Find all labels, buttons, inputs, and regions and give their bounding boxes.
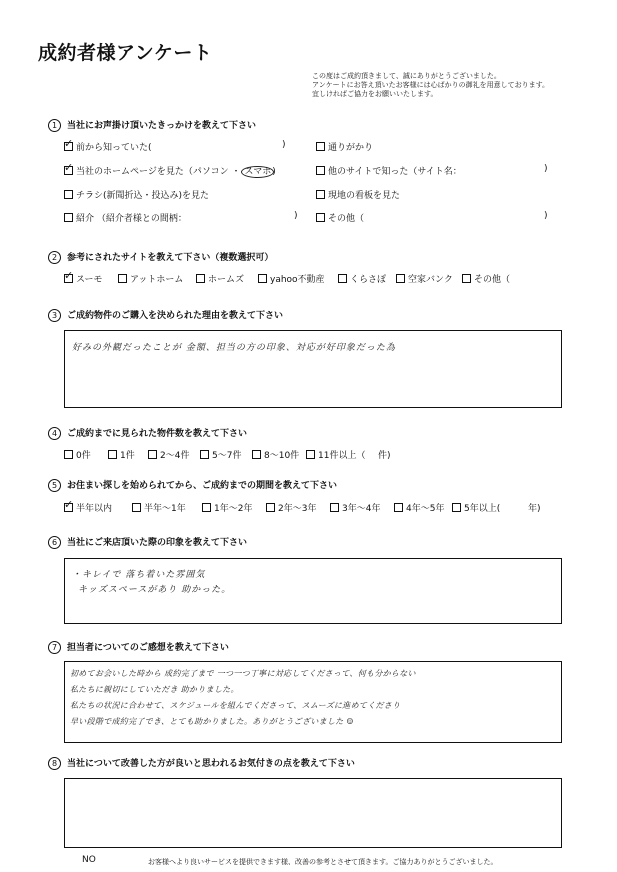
q6-answer-line-2: キッズスペースがあり 助かった。: [78, 585, 232, 595]
checkbox-icon[interactable]: [266, 503, 275, 512]
q2-option-other[interactable]: その他（: [462, 272, 510, 285]
checkbox-icon[interactable]: [132, 503, 141, 512]
checkbox-checked-icon[interactable]: [64, 274, 73, 283]
q2-option-kurasapo[interactable]: くらさぽ: [338, 272, 386, 285]
q6-answer-line-1: ・キレイで 落ち着いた雰囲気: [72, 570, 206, 580]
checkbox-icon[interactable]: [316, 142, 325, 151]
q2-option-akiya-bank[interactable]: 空家バンク: [396, 272, 453, 285]
q1-option-signboard[interactable]: 現地の看板を見た: [316, 188, 400, 201]
q5-label: お住まい探しを始められてから、ご成約までの期間を教えて下さい: [67, 481, 338, 491]
q5-option-3-4y[interactable]: 3年～4年: [330, 501, 380, 514]
q5-option-4-5y[interactable]: 4年～5年: [394, 501, 444, 514]
q6-heading: [48, 535, 247, 549]
q5-option-5y-plus[interactable]: 5年以上(: [452, 501, 500, 514]
q1-option-known-before[interactable]: ✓前から知っていた(: [64, 140, 152, 153]
checkbox-icon[interactable]: [452, 503, 461, 512]
checkbox-icon[interactable]: [338, 274, 347, 283]
checkbox-icon[interactable]: [64, 213, 73, 222]
q6-label: 当社にご来店頂いた際の印象を教えて下さい: [67, 538, 248, 548]
q7-heading: [48, 640, 229, 654]
checkbox-icon[interactable]: [202, 503, 211, 512]
intro-line-1: この度はご成約頂きまして、誠にありがとうございました。: [312, 72, 501, 80]
q4-number: 4: [48, 427, 61, 440]
q1-option-referral[interactable]: 紹介 （紹介者様との間柄：: [64, 211, 187, 224]
checkbox-icon[interactable]: [196, 274, 205, 283]
page-title: 成約者様アンケート: [38, 42, 213, 64]
checkbox-icon[interactable]: [118, 274, 127, 283]
q1-option-passing-by[interactable]: 通りがかり: [316, 140, 373, 153]
q2-option-homes[interactable]: ホームズ: [196, 272, 244, 285]
q3-answer-text: 好みの外観だったことが 金額、担当の方の印象、対応が好印象だった為: [72, 343, 396, 353]
checkbox-icon[interactable]: [394, 503, 403, 512]
checkbox-icon[interactable]: [316, 213, 325, 222]
q5-heading: [48, 478, 337, 492]
q6-number: 6: [48, 536, 61, 549]
q1-close-paren-1: ): [282, 140, 286, 150]
checkbox-icon[interactable]: [64, 450, 73, 459]
q8-number: 8: [48, 757, 61, 770]
checkbox-icon[interactable]: [64, 190, 73, 199]
q5-option-2-3y[interactable]: 2年～3年: [266, 501, 316, 514]
q1-close-paren-3: ): [294, 211, 298, 221]
q3-label: ご成約物件のご購入を決められた理由を教えて下さい: [67, 311, 284, 321]
q7-number: 7: [48, 641, 61, 654]
q4-option-11-plus[interactable]: 11件以上（: [306, 448, 365, 461]
q1-option-homepage[interactable]: ✓当社のホームページを見た（パソコン ・ スマホ): [64, 164, 276, 177]
checkbox-icon[interactable]: [258, 274, 267, 283]
checkbox-icon[interactable]: [200, 450, 209, 459]
q1-option-other-site[interactable]: 他のサイトで知った（サイト名：: [316, 164, 462, 177]
intro-line-3: 宜しければご協力をお願いいたします。: [312, 90, 438, 98]
q1-label: 当社にお声掛け頂いたきっかけを教えて下さい: [67, 121, 257, 131]
q1-number: 1: [48, 119, 61, 132]
q4-option-8-10[interactable]: 8～10件: [252, 448, 299, 461]
q7-answer-line-4: 早い段階で成約完了でき、とても助かりました。ありがとうございました ☺: [70, 717, 354, 726]
q8-heading: [48, 756, 355, 770]
q2-option-suumo[interactable]: ✓スーモ: [64, 272, 103, 285]
smartphone-circled: スマホ: [241, 166, 274, 178]
checkbox-icon[interactable]: [108, 450, 117, 459]
q5-option-half-year[interactable]: ✓半年以内: [64, 501, 112, 514]
q2-heading: [48, 250, 273, 264]
q1-close-paren-4: ): [544, 211, 548, 221]
checkbox-checked-icon[interactable]: [64, 166, 73, 175]
q3-number: 3: [48, 309, 61, 322]
q7-answer-line-3: 私たちの状況に合わせて、スケジュールを組んでくださって、スムーズに進めてくださり: [70, 701, 401, 710]
intro-line-2: アンケートにお答え頂いたお客様には心ばかりの御礼を用意しております。: [312, 81, 550, 89]
checkbox-icon[interactable]: [462, 274, 471, 283]
checkbox-icon[interactable]: [330, 503, 339, 512]
q5-year-suffix: 年): [528, 504, 541, 514]
q4-heading: [48, 426, 247, 440]
q2-number: 2: [48, 251, 61, 264]
q1-heading: [48, 118, 256, 132]
q4-label: ご成約までに見られた物件数を教えて下さい: [67, 429, 248, 439]
checkbox-icon[interactable]: [306, 450, 315, 459]
q3-heading: [48, 308, 283, 322]
q8-label: 当社について改善した方が良いと思われるお気付きの点を教えて下さい: [67, 759, 355, 769]
q2-label: 参考にされたサイトを教えて下さい（複数選択可）: [67, 253, 274, 263]
q7-answer-line-1: 初めてお会いした時から 成約完了まで 一つ一つ丁寧に対応してくださって、何も分からない: [70, 669, 416, 678]
q2-option-athome[interactable]: アットホーム: [118, 272, 183, 285]
q4-option-0[interactable]: 0件: [64, 448, 91, 461]
checkbox-icon[interactable]: [316, 166, 325, 175]
form-number-label: NO: [82, 855, 96, 865]
checkbox-icon[interactable]: [252, 450, 261, 459]
q2-option-yahoo[interactable]: yahoo不動産: [258, 272, 325, 285]
checkbox-icon[interactable]: [316, 190, 325, 199]
q8-answer-box[interactable]: [64, 778, 562, 848]
footer-note: お客様へより良いサービスを提供できます様、改善の参考とさせて頂きます。ご協力ありがとうございました。: [148, 858, 498, 866]
q5-number: 5: [48, 479, 61, 492]
q4-option-2-4[interactable]: 2～4件: [148, 448, 189, 461]
checkbox-checked-icon[interactable]: [64, 503, 73, 512]
q1-close-paren-2: ): [544, 164, 548, 174]
q5-option-half-1y[interactable]: 半年～1年: [132, 501, 186, 514]
checkbox-icon[interactable]: [396, 274, 405, 283]
q7-answer-line-2: 私たちに親切にしていただき 助かりました。: [70, 685, 239, 694]
q4-option-1[interactable]: 1件: [108, 448, 135, 461]
q1-option-flyer[interactable]: チラシ(新聞折込・投込み)を見た: [64, 188, 209, 201]
q1-option-other[interactable]: その他（: [316, 211, 364, 224]
checkbox-checked-icon[interactable]: [64, 142, 73, 151]
q4-count-suffix: 件): [378, 451, 391, 461]
q5-option-1-2y[interactable]: 1年～2年: [202, 501, 252, 514]
q4-option-5-7[interactable]: 5～7件: [200, 448, 241, 461]
q7-label: 担当者についてのご感想を教えて下さい: [67, 643, 229, 653]
checkbox-icon[interactable]: [148, 450, 157, 459]
